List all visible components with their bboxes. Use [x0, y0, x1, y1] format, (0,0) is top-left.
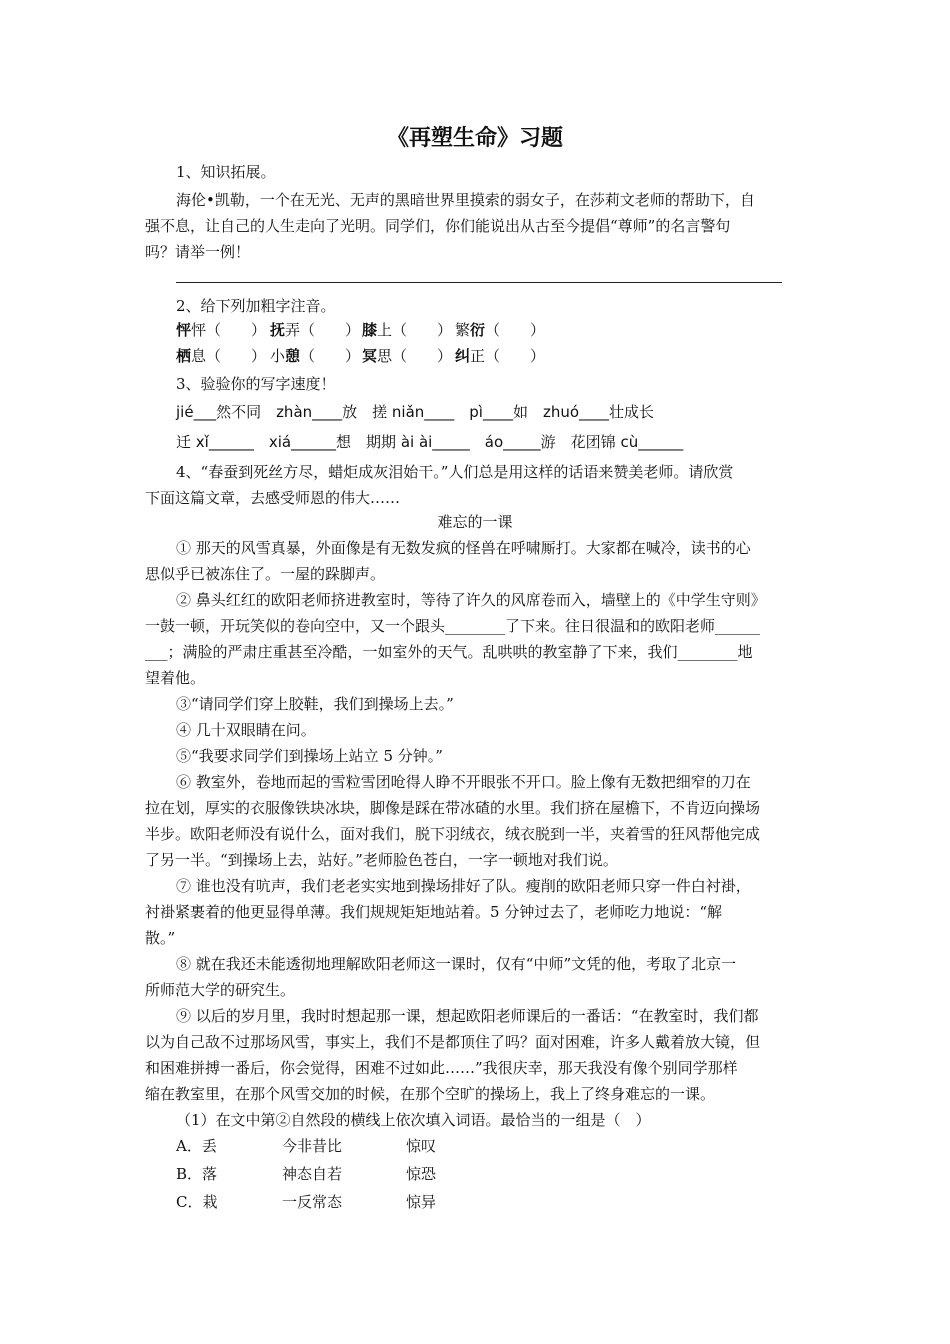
article-line: 望着他。: [145, 669, 206, 687]
article-line: 缩在教室里，在那个风雪交加的时候，在那个空旷的操场上，我上了终身难忘的一课。: [145, 1085, 716, 1103]
bold-char: 纠: [455, 347, 471, 365]
article-line: 衬褂紧裹着的他更显得单薄。我们规规矩矩地站着。5 分钟过去了，老师吃力地说：“解: [145, 903, 722, 921]
bold-char: 栖: [176, 347, 192, 365]
article-line: 散。”: [145, 929, 176, 947]
article-line: 半步。欧阳老师没有说什么，面对我们，脱下羽绒衣，绒衣脱到一半，夹着雪的狂风帮他完成: [145, 825, 761, 843]
option-label[interactable]: B．落: [176, 1165, 218, 1183]
article-line: 拉在划，厚实的衣服像铁块冰块，脚像是踩在带冰碴的水里。我们挤在屋檐下，不肯迈向操场: [145, 799, 761, 817]
q2-item: 纠正（ ）: [455, 347, 546, 365]
option-word: 今非昔比: [282, 1137, 343, 1155]
q3-pinyin-row: 迁 xǐ______ xiá______想 期期 ài ài_____ áo_____游 花团锦 cù______: [176, 433, 684, 451]
article-line: ① 那天的风雪真暴，外面像是有无数发疯的怪兽在呼啸厮打。大家都在喊冷，读书的心: [176, 539, 751, 557]
bold-char: 冥: [362, 347, 378, 365]
article-line: 一鼓一顿，开玩笑似的卷向空中，又一个跟头________了下来。往日很温和的欧阳老师______: [145, 617, 761, 635]
article-line: 和困难拼搏一番后，你会觉得，困难不过如此……”我很庆幸，那天我没有像个别同学那样: [145, 1059, 738, 1077]
bold-char: 憩: [285, 347, 301, 365]
article-line: ⑧ 就在我还未能透彻地理解欧阳老师这一课时，仅有“中师”文凭的他，考取了北京一: [176, 955, 737, 973]
q2-item: 冥思（ ）: [362, 347, 453, 365]
article-line: ⑨ 以后的岁月里，我时时想起那一课，想起欧阳老师课后的一番话：“在教室时，我们都: [176, 1007, 759, 1025]
q2-item: 抚弄（ ）: [270, 321, 361, 339]
bold-char: 衍: [470, 321, 486, 339]
q2-item: 怦怦（ ）: [176, 321, 267, 339]
article-line: ④ 几十双眼睛在问。: [176, 721, 316, 739]
article-line: ② 鼻头红红的欧阳老师挤进教室时，等待了许久的风席卷而入，墙壁上的《中学生守则》: [176, 591, 766, 609]
article-line: 以为自己敌不过那场风雪，事实上，我们不是都顶住了吗？面对困难，许多人戴着放大镜，但: [145, 1033, 761, 1051]
q3-heading: 3、验验你的写字速度！: [176, 375, 336, 393]
article-line: ___；满脸的严肃庄重甚至冷酷，一如室外的天气。乱哄哄的教室静了下来，我们________地: [145, 643, 753, 661]
q2-item: 膝上（ ）: [362, 321, 453, 339]
sub-question: （1）在文中第②自然段的横线上依次填入词语。最恰当的一组是（ ）: [176, 1111, 651, 1129]
article-line: ⑤“我要求同学们到操场上站立 5 分钟。”: [176, 747, 443, 765]
q1-text-line: 海伦•凯勒，一个在无光、无声的黑暗世界里摸索的弱女子，在莎莉文老师的帮助下，自: [176, 191, 755, 209]
option-word: 一反常态: [282, 1193, 343, 1211]
bold-char: 膝: [362, 321, 378, 339]
page-title: 《再塑生命》习题: [386, 125, 563, 151]
bold-char: 怦: [176, 321, 192, 339]
q1-heading: 1、知识拓展。: [176, 163, 276, 181]
article-line: ⑦ 谁也没有吭声，我们老老实实地到操场排好了队。瘦削的欧阳老师只穿一件白衬褂，: [176, 877, 751, 895]
option-word: 惊叹: [406, 1137, 437, 1155]
q1-text-line: 强不息，让自己的人生走向了光明。同学们，你们能说出从古至今提倡“尊师”的名言警句: [145, 217, 731, 235]
q4-intro-line: 下面这篇文章，去感受师恩的伟大……: [145, 489, 401, 507]
article-title: 难忘的一课: [437, 513, 513, 531]
option-word: 神态自若: [282, 1165, 343, 1183]
article-line: ③“请同学们穿上胶鞋，我们到操场上去。”: [176, 695, 454, 713]
q2-item: 小憩（ ）: [270, 347, 361, 365]
option-word: 惊异: [406, 1193, 437, 1211]
q4-intro-line: 4、“春蚕到死丝方尽，蜡炬成灰泪始干。”人们总是用这样的话语来赞美老师。请欣赏: [176, 463, 734, 481]
q1-text-line: 吗？请举一例！: [145, 243, 251, 261]
option-label[interactable]: C．栽: [176, 1193, 218, 1211]
q3-pinyin-row: jié___然不同 zhàn____放 搓 niǎn____ pì____如 zhuó____壮成长: [176, 403, 655, 421]
bold-char: 抚: [270, 321, 286, 339]
q2-heading: 2、给下列加粗字注音。: [176, 297, 336, 315]
answer-line[interactable]: [176, 282, 782, 283]
article-line: 了另一半。“到操场上去，站好。”老师脸色苍白，一字一顿地对我们说。: [145, 851, 618, 869]
option-word: 惊恐: [406, 1165, 437, 1183]
article-line: 所师范大学的研究生。: [145, 981, 296, 999]
article-line: 思似乎已被冻住了。一屋的跺脚声。: [145, 565, 386, 583]
q2-item: 栖息（ ）: [176, 347, 267, 365]
article-line: ⑥ 教室外，卷地而起的雪粒雪团呛得人睁不开眼张不开口。脸上像有无数把细窄的刀在: [176, 773, 751, 791]
option-label[interactable]: A．丢: [176, 1137, 217, 1155]
q2-item: 繁衍（ ）: [455, 321, 546, 339]
